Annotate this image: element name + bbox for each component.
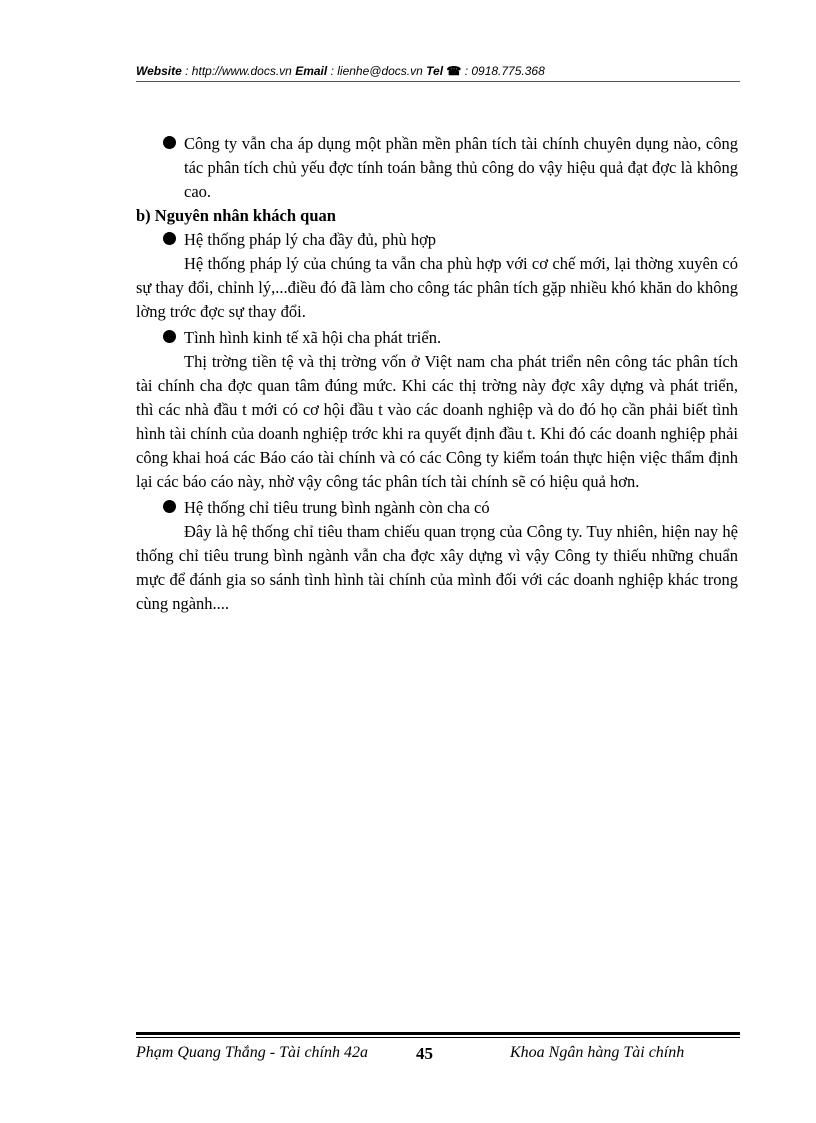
document-body [136, 132, 738, 616]
paragraph-text: Công ty vẫn cha áp dụng một phần mền phân tích tài chính chuyên dụng nào, công tác phân tích chủ yếu đợc tính toán bằng thủ công do vậy hiệu quả đạt đợc là không cao. [184, 134, 738, 201]
bullet-text: Hệ thống pháp lý cha đầy đủ, phù hợp [184, 230, 437, 249]
bullet-item-4 [136, 496, 738, 520]
email-label: Email [295, 64, 328, 78]
bullet-dot-icon [163, 500, 176, 513]
bullet-dot-icon [163, 232, 176, 245]
paragraph-3: Thị trờng tiền tệ và thị trờng vốn ở Việt nam cha phát triển nên công tác phân tích tài chính cha đợc quan tâm đúng mức. Khi các thị trờng này đợc xây dựng và phát triển, thì các nhà đầu t mới có cơ hội đầu t vào các doanh nghiệp và do đó họ cần phải biết tình hình tài chính của doanh nghiệp trớc khi ra quyết định đầu t. Khi đó các doanh nghiệp phải công khai hoá các Báo cáo tài chính và có các Công ty kiểm toán thực hiện việc thẩm định lại các báo cáo này, nhờ vậy công tác phân tích tài chính sẽ có hiệu quả hơn. [136, 352, 738, 491]
footer-author: Phạm Quang Thắng - Tài chính 42a [136, 1044, 368, 1061]
bullet-item-3 [136, 326, 738, 350]
email-value[interactable]: : lienhe@docs.vn [330, 64, 423, 78]
website-label: Website [136, 64, 182, 78]
footer-rule-thin [136, 1037, 740, 1038]
bullet-paragraph-1 [136, 132, 738, 204]
bullet-item-2 [136, 228, 738, 252]
bullet-text: Tình hình kinh tế xã hội cha phát triển. [184, 328, 442, 347]
tel-label: Tel [426, 64, 444, 78]
section-heading: b) Nguyên nhân khách quan [136, 206, 336, 225]
website-value[interactable]: : http://www.docs.vn [185, 64, 292, 78]
page-header [136, 64, 740, 82]
bullet-dot-icon [163, 330, 176, 343]
paragraph-2: Hệ thống pháp lý của chúng ta vẫn cha phù hợp với cơ chế mới, lại thờng xuyên có sự thay đổi, chỉnh lý,...điều đó đã làm cho công tác phân tích gặp nhiều khó khăn do không lờng trớc đợc sự thay đổi. [136, 254, 738, 321]
bullet-dot-icon [163, 136, 176, 149]
bullet-text: Hệ thống chỉ tiêu trung bình ngành còn cha có [184, 498, 490, 517]
phone-icon: ☎ [446, 64, 462, 78]
footer-department: Khoa Ngân hàng Tài chính [510, 1044, 685, 1061]
paragraph-4: Đây là hệ thống chỉ tiêu tham chiếu quan trọng của Công ty. Tuy nhiên, hiện nay hệ thống chỉ tiêu trung bình ngành vẫn cha đợc xây dựng vì vậy Công ty thiếu những chuẩn mực để đánh gia so sánh tình hình tài chính của mình đối với các doanh nghiệp khác trong cùng ngành.... [136, 522, 738, 613]
tel-value: : 0918.775.368 [464, 64, 545, 78]
footer-rule [136, 1032, 740, 1035]
page-number: 45 [416, 1044, 433, 1063]
